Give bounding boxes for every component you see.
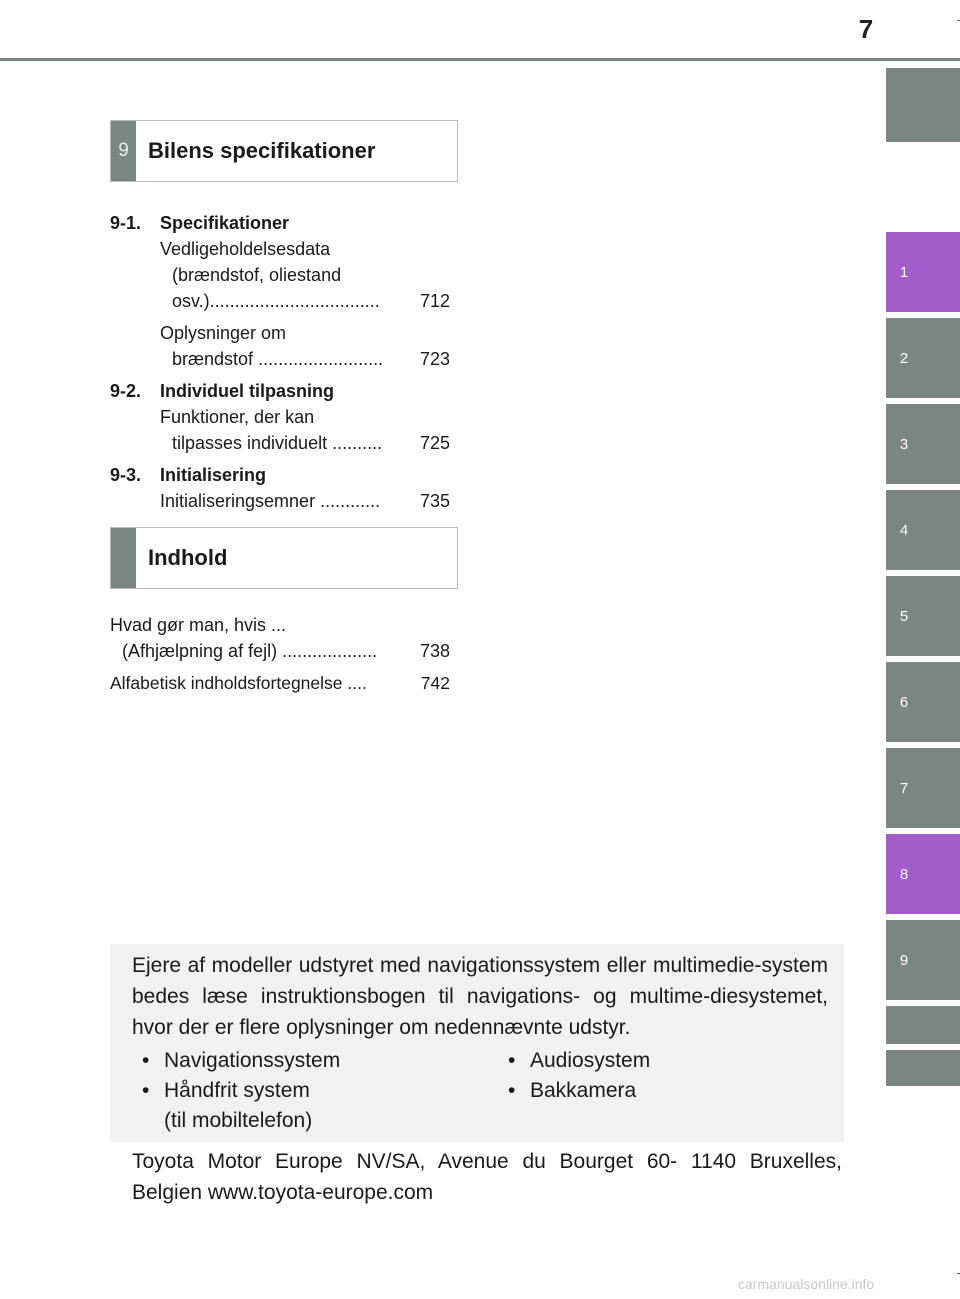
list-item: (til mobiltelefon): [164, 1109, 313, 1132]
chapter-tab-3[interactable]: 3: [886, 404, 960, 484]
page-ref: 725: [419, 433, 450, 453]
section-marker: [111, 528, 136, 588]
list-item: • Håndfrit system: [142, 1076, 340, 1106]
list-item: • Navigationssystem: [142, 1046, 340, 1076]
list-item: • Audiosystem: [508, 1046, 650, 1076]
toc-entry[interactable]: Initialiseringsemner ............ 735: [160, 488, 450, 514]
toc-entry[interactable]: Funktioner, der kan tilpasses individuelt .......... 725: [160, 404, 450, 456]
chapter-tab-1[interactable]: 1: [886, 232, 960, 312]
chapter-tab-6[interactable]: 6: [886, 662, 960, 742]
page-ref: 723: [419, 349, 450, 369]
navigation-notice-box: [110, 944, 844, 1142]
chapter-tab-blank[interactable]: [886, 68, 960, 142]
toc-section-9: [110, 204, 450, 520]
section-header-contents: [110, 527, 458, 589]
section-header-specifications: [110, 120, 458, 182]
toc-entry[interactable]: Alfabetisk indholdsfortegnelse .... 742: [110, 670, 450, 696]
section-title: Indhold: [148, 545, 228, 570]
page-ref: 712: [419, 291, 450, 311]
toc-contents: [110, 612, 450, 702]
header-rule: [0, 58, 960, 61]
chapter-tab-blank[interactable]: [886, 1006, 960, 1044]
watermark: carmanualsonline.info: [738, 1276, 875, 1292]
toc-entry[interactable]: Oplysninger om brændstof ......................... 723: [160, 320, 450, 372]
toc-heading-9-1[interactable]: 9-1. Specifikationer: [110, 213, 290, 233]
chapter-tab-blank[interactable]: [886, 1050, 960, 1086]
chapter-tab-7[interactable]: 7: [886, 748, 960, 828]
section-number: 9: [111, 121, 136, 181]
page-ref: 735: [419, 491, 450, 511]
toc-heading-9-3[interactable]: 9-3. Initialisering: [110, 465, 267, 485]
toc-entry[interactable]: Hvad gør man, hvis ... (Afhjælpning af fejl) ................... 738: [110, 612, 450, 664]
list-item: • Bakkamera: [508, 1076, 650, 1106]
section-title: Bilens specifikationer: [148, 138, 376, 163]
notice-list-left: [142, 1046, 340, 1136]
page-ref: 738: [419, 641, 450, 661]
page-ref: 742: [420, 673, 450, 693]
chapter-tab-2[interactable]: 2: [886, 318, 960, 398]
notice-text: Ejere af modeller udstyret med navigationssystem eller multimedie-system bedes læse instruktionsbogen til navigations- og multime-diesystemet, hvor der er flere oplysninger om nedennævnte udstyr.: [132, 954, 828, 1039]
toc-heading-9-2[interactable]: 9-2. Individuel tilpasning: [110, 381, 335, 401]
toc-entry[interactable]: Vedligeholdelsesdata (brændstof, oliestand osv.).................................. 712: [160, 236, 450, 314]
notice-list-right: [508, 1046, 650, 1106]
page-number: 7: [858, 14, 874, 44]
chapter-tabs: [886, 0, 960, 1299]
chapter-tab-5[interactable]: 5: [886, 576, 960, 656]
footer-address: Toyota Motor Europe NV/SA, Avenue du Bourget 60- 1140 Bruxelles, Belgien www.toyota-europe.com: [132, 1150, 842, 1204]
chapter-tab-8[interactable]: 8: [886, 834, 960, 914]
chapter-tab-4[interactable]: 4: [886, 490, 960, 570]
chapter-tab-9[interactable]: 9: [886, 920, 960, 1000]
